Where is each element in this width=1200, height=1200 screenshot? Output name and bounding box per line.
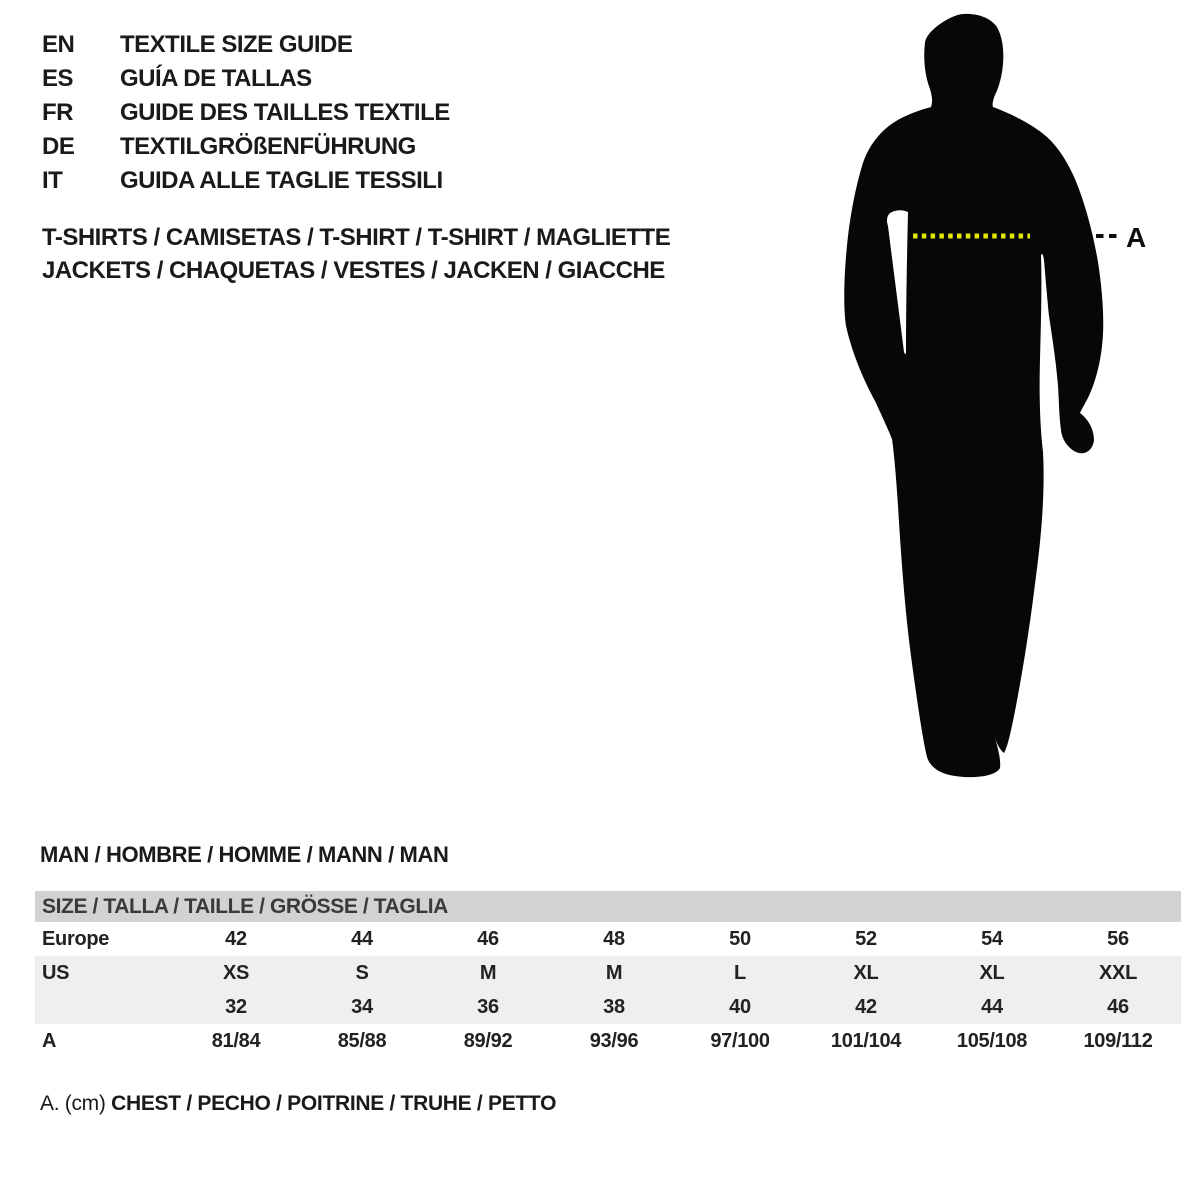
- size-cell: 42: [225, 927, 247, 950]
- size-cell: 38: [603, 995, 625, 1018]
- category-tshirts: T-SHIRTS / CAMISETAS / T-SHIRT / T-SHIRT / MAGLIETTE: [42, 224, 671, 251]
- size-cell: 97/100: [710, 1029, 770, 1052]
- row-label: Europe: [42, 927, 110, 950]
- language-title: GUÍA DE TALLAS: [120, 65, 312, 92]
- size-cell: 52: [855, 927, 877, 950]
- language-title-block: [42, 28, 450, 198]
- man-silhouette-figure: [820, 0, 1200, 800]
- size-cell: 101/104: [830, 1029, 902, 1052]
- size-cell: S: [355, 961, 369, 984]
- size-cell: 32: [225, 995, 247, 1018]
- table-row-us-numeric: [35, 990, 1181, 1024]
- size-cell: 44: [981, 995, 1003, 1018]
- size-cell: 50: [729, 927, 751, 950]
- size-cell: XL: [979, 961, 1005, 984]
- size-cell: 46: [1107, 995, 1129, 1018]
- size-table: [35, 891, 1181, 1058]
- size-cell: 36: [477, 995, 499, 1018]
- footnote-prefix: A. (cm): [40, 1092, 106, 1115]
- size-cell: XS: [222, 961, 250, 984]
- language-title: TEXTILGRÖßENFÜHRUNG: [120, 133, 416, 160]
- language-title: TEXTILE SIZE GUIDE: [120, 31, 353, 58]
- language-title: GUIDA ALLE TAGLIE TESSILI: [120, 167, 443, 194]
- garment-categories: [42, 221, 670, 287]
- size-cell: L: [734, 961, 746, 984]
- man-silhouette: [844, 14, 1103, 777]
- size-cell: 34: [351, 995, 373, 1018]
- row-label: A: [42, 1029, 57, 1052]
- table-row-europe: [35, 922, 1181, 956]
- size-cell: 105/108: [956, 1029, 1028, 1052]
- language-row: [42, 96, 450, 130]
- measure-label-a: A: [1126, 222, 1147, 253]
- language-code: IT: [42, 167, 63, 194]
- language-row: [42, 28, 450, 62]
- size-cell: 44: [351, 927, 373, 950]
- language-code: ES: [42, 65, 74, 92]
- size-cell: 89/92: [463, 1029, 513, 1052]
- language-row: [42, 130, 450, 164]
- language-title: GUIDE DES TAILLES TEXTILE: [120, 99, 450, 126]
- size-cell: XXL: [1099, 961, 1137, 984]
- size-cell: 40: [729, 995, 751, 1018]
- size-cell: M: [479, 961, 497, 984]
- category-jackets: JACKETS / CHAQUETAS / VESTES / JACKEN / GIACCHE: [42, 257, 665, 284]
- section-title-man: MAN / HOMBRE / HOMME / MANN / MAN: [40, 842, 449, 867]
- language-code: DE: [42, 133, 75, 160]
- language-code: FR: [42, 99, 73, 126]
- size-cell: 56: [1107, 927, 1129, 950]
- row-label: US: [42, 961, 70, 984]
- size-cell: 93/96: [589, 1029, 639, 1052]
- language-row: [42, 62, 450, 96]
- size-cell: 54: [981, 927, 1003, 950]
- table-row-chest-a: [35, 1024, 1181, 1058]
- size-cell: 42: [855, 995, 877, 1018]
- language-code: EN: [42, 31, 75, 58]
- size-cell: M: [605, 961, 623, 984]
- size-cell: XL: [853, 961, 879, 984]
- size-cell: 85/88: [337, 1029, 387, 1052]
- language-row: [42, 164, 450, 198]
- size-cell: 46: [477, 927, 499, 950]
- footnote-text: CHEST / PECHO / POITRINE / TRUHE / PETTO: [111, 1092, 557, 1115]
- table-row-us: [35, 956, 1181, 990]
- size-table-header: SIZE / TALLA / TAILLE / GRÖSSE / TAGLIA: [35, 891, 1181, 922]
- size-cell: 48: [603, 927, 625, 950]
- size-cell: 109/112: [1083, 1029, 1153, 1052]
- size-cell: 81/84: [211, 1029, 261, 1052]
- measurement-footnote: [40, 1092, 556, 1116]
